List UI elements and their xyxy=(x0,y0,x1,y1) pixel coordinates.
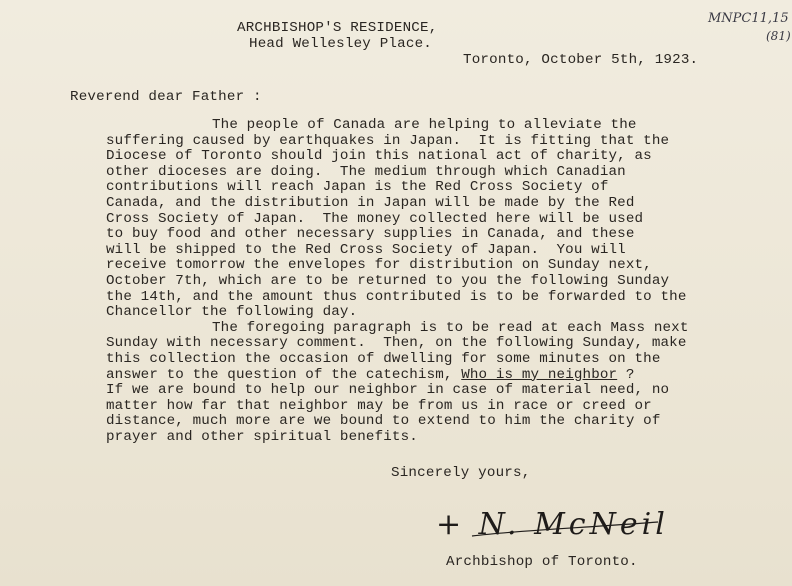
body-line: distance, much more are we bound to extend to him the charity of xyxy=(106,413,661,430)
archive-mark-handwriting xyxy=(706,6,792,46)
body-line: to buy food and other necessary supplies in Canada, and these xyxy=(106,226,635,243)
body-line: Canada, and the distribution in Japan will be made by the Red xyxy=(106,194,635,211)
letter-body xyxy=(106,118,689,445)
archive-mark-text: MNPC11,15 xyxy=(708,11,789,26)
body-line: Diocese of Toronto should join this national act of charity, as xyxy=(106,148,652,165)
signature-text: + N. McNeil xyxy=(436,507,669,542)
letter-date: Toronto, October 5th, 1923. xyxy=(463,52,699,68)
archive-mark-number: (81) xyxy=(766,29,791,43)
signer-title: Archbishop of Toronto. xyxy=(446,554,638,570)
body-line: The foregoing paragraph is to be read at each Mass next xyxy=(212,319,689,336)
body-line: Sunday with necessary comment. Then, on the following Sunday, make xyxy=(106,335,687,352)
body-line: Cross Society of Japan. The money collected here will be used xyxy=(106,210,644,227)
body-line-part: answer to the question of the catechism, xyxy=(106,366,462,383)
handwritten-signature xyxy=(432,500,672,548)
body-line: suffering caused by earthquakes in Japan. It is fitting that the xyxy=(106,132,670,149)
body-line: If we are bound to help our neighbor in case of material need, no xyxy=(106,382,670,399)
body-line: matter how far that neighbor may be from us in race or creed or xyxy=(106,397,652,414)
body-line: contributions will reach Japan is the Red Cross Society of xyxy=(106,179,609,196)
body-line: this collection the occasion of dwelling for some minutes on the xyxy=(106,350,661,367)
body-line: prayer and other spiritual benefits. xyxy=(106,428,418,445)
body-line-part: ? xyxy=(617,366,635,383)
closing: Sincerely yours, xyxy=(391,465,531,481)
body-line xyxy=(106,368,689,384)
body-line: other dioceses are doing. The medium through which Canadian xyxy=(106,163,626,180)
body-line: Chancellor the following day. xyxy=(106,304,358,321)
salutation: Reverend dear Father : xyxy=(70,89,262,105)
letterhead-line-1: ARCHBISHOP'S RESIDENCE, xyxy=(237,20,438,36)
body-line: the 14th, and the amount thus contributed is to be forwarded to the xyxy=(106,288,687,305)
body-line: receive tomorrow the envelopes for distribution on Sunday next, xyxy=(106,257,652,274)
body-line: The people of Canada are helping to alleviate the xyxy=(212,117,637,133)
body-line: October 7th, which are to be returned to you the following Sunday xyxy=(106,272,670,289)
underlined-question: Who is my neighbor xyxy=(461,366,618,383)
letterhead-line-2: Head Wellesley Place. xyxy=(249,36,432,52)
body-line: will be shipped to the Red Cross Society of Japan. You will xyxy=(106,241,626,258)
